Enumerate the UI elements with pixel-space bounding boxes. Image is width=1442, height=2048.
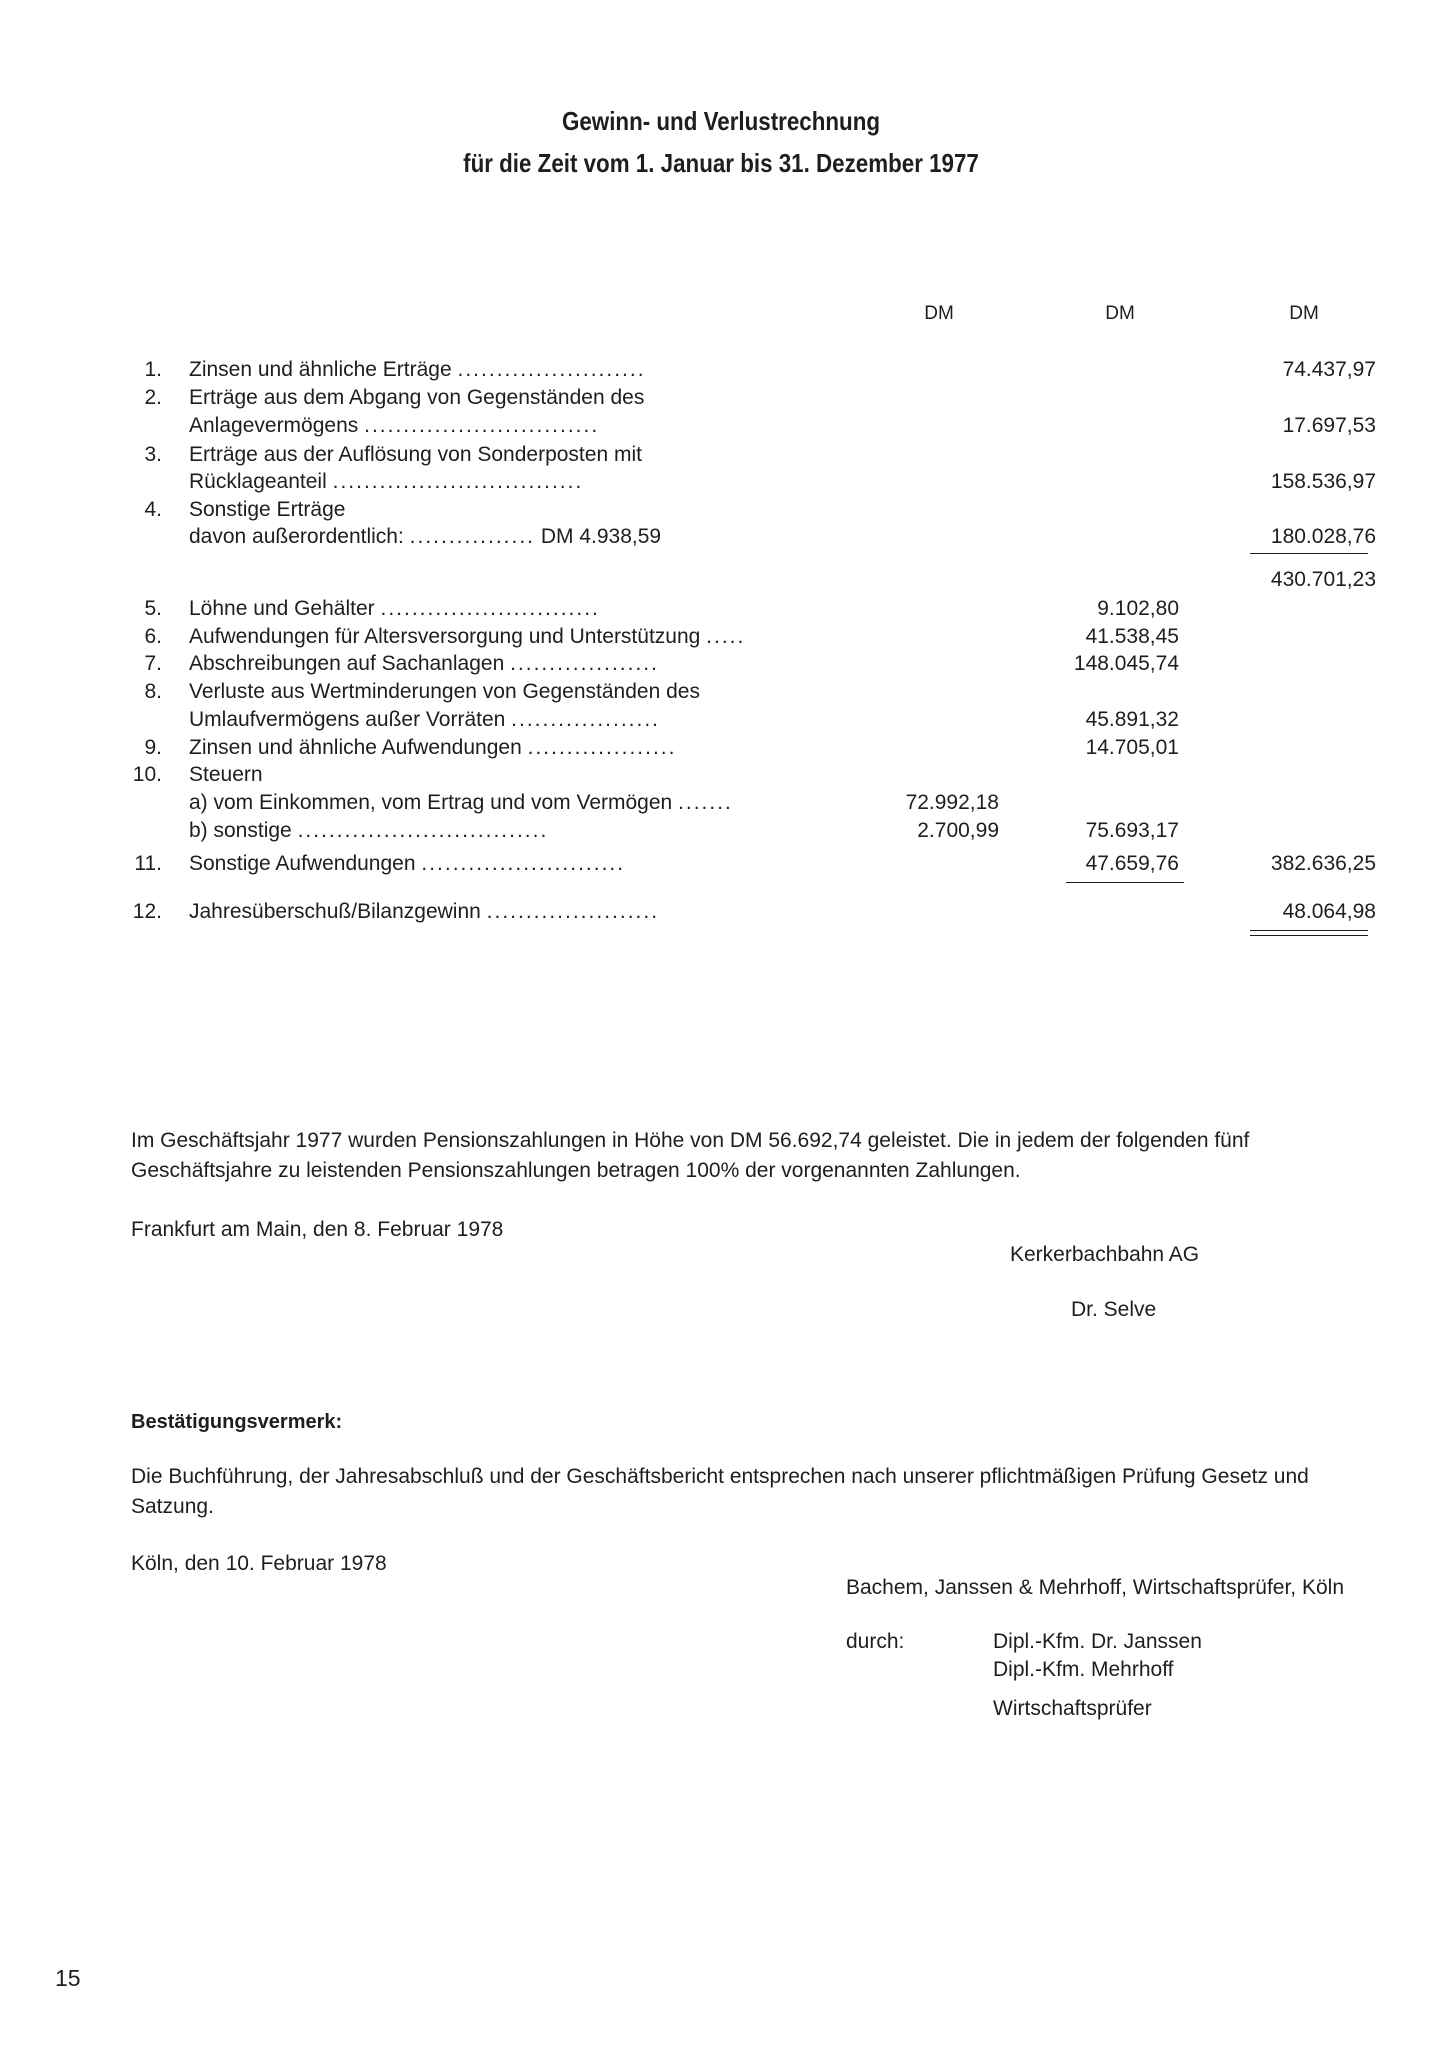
- item-label: Aufwendungen für Altersversorgung und Unterstützung .....: [189, 625, 746, 648]
- item-number: 1.: [144, 358, 162, 381]
- item-sublabel-a: a) vom Einkommen, vom Ertrag und vom Vermögen .......: [189, 791, 733, 814]
- item-label-continued: Anlagevermögens ..............................: [189, 414, 600, 437]
- amount: 41.538,45: [1085, 625, 1179, 648]
- column-header-1: DM: [924, 303, 954, 324]
- item-number: 8.: [144, 680, 162, 703]
- amount: 180.028,76: [1270, 525, 1376, 548]
- audit-heading: Bestätigungsvermerk:: [131, 1411, 343, 1433]
- amount: 72.992,18: [905, 791, 999, 814]
- item-label: Zinsen und ähnliche Erträge ........................: [189, 358, 646, 381]
- net-profit: 48.064,98: [1282, 900, 1376, 923]
- item-label: Verluste aus Wertminderungen von Gegenständen des: [189, 680, 700, 703]
- column-header-2: DM: [1105, 303, 1135, 324]
- item-label: Erträge aus dem Abgang von Gegenständen des: [189, 386, 645, 409]
- amount: 45.891,32: [1085, 708, 1179, 731]
- column-header-3: DM: [1289, 303, 1319, 324]
- expenses-total: 382.636,25: [1270, 852, 1376, 875]
- amount: 17.697,53: [1282, 414, 1376, 437]
- auditor-title: Wirtschaftsprüfer: [993, 1697, 1152, 1720]
- audit-by-label: durch:: [846, 1630, 905, 1653]
- item-number: 12.: [132, 900, 162, 923]
- amount: 2.700,99: [917, 819, 999, 842]
- item-label-continued: Rücklageanteil ................................: [189, 470, 584, 493]
- income-total: 430.701,23: [1270, 568, 1376, 591]
- audit-text: Die Buchführung, der Jahresabschluß und der Geschäftsbericht entsprechen nach unserer pflichtmäßigen Prüfung Gesetz und Satzung.: [131, 1465, 1309, 1518]
- auditor-name: Dipl.-Kfm. Dr. Janssen: [993, 1630, 1202, 1653]
- subtotal-rule: [1250, 553, 1368, 554]
- item-number: 9.: [144, 736, 162, 759]
- double-rule-bottom: [1250, 935, 1368, 936]
- item-label-continued: Umlaufvermögens außer Vorräten ...................: [189, 708, 661, 731]
- page-number: 15: [55, 1965, 81, 1991]
- item-label: Zinsen und ähnliche Aufwendungen ...................: [189, 736, 677, 759]
- item-label: Abschreibungen auf Sachanlagen ...................: [189, 652, 659, 675]
- item-number: 5.: [144, 597, 162, 620]
- double-rule-top: [1250, 930, 1368, 931]
- item-label: Erträge aus der Auflösung von Sonderposten mit: [189, 443, 642, 466]
- amount: 158.536,97: [1270, 470, 1376, 493]
- item-label: Löhne und Gehälter ............................: [189, 597, 600, 620]
- item-label: Sonstige Aufwendungen ..........................: [189, 852, 626, 875]
- item-number: 10.: [132, 763, 162, 786]
- company-name: Kerkerbachbahn AG: [1010, 1243, 1200, 1266]
- item-sublabel-b: b) sonstige ................................: [189, 819, 549, 842]
- signer-name: Dr. Selve: [1071, 1298, 1157, 1321]
- amount: 74.437,97: [1282, 358, 1376, 381]
- amount: 14.705,01: [1085, 736, 1179, 759]
- item-number: 7.: [144, 652, 162, 675]
- item-label: Sonstige Erträge: [189, 498, 346, 521]
- item-number: 3.: [144, 443, 162, 466]
- pension-note: Im Geschäftsjahr 1977 wurden Pensionszahlungen in Höhe von DM 56.692,74 geleistet. Die in jedem der folgenden fünf Geschäftsjahre zu leistenden Pensionszahlungen betragen 100% der vorgenannten Zahlungen.: [131, 1129, 1250, 1182]
- auditor-name: Dipl.-Kfm. Mehrhoff: [993, 1658, 1174, 1681]
- subtotal-rule: [1066, 882, 1184, 883]
- amount: 75.693,17: [1085, 819, 1179, 842]
- item-label: Steuern: [189, 763, 263, 786]
- page-subtitle: für die Zeit vom 1. Januar bis 31. Dezember 1977: [463, 148, 979, 178]
- amount: 9.102,80: [1097, 597, 1179, 620]
- amount: 47.659,76: [1085, 852, 1179, 875]
- place-date: Frankfurt am Main, den 8. Februar 1978: [131, 1218, 504, 1241]
- item-number: 11.: [134, 852, 162, 875]
- item-label-continued: davon außerordentlich: ................ DM 4.938,59: [189, 525, 662, 548]
- item-label: Jahresüberschuß/Bilanzgewinn ......................: [189, 900, 660, 923]
- audit-firm: Bachem, Janssen & Mehrhoff, Wirtschaftsprüfer, Köln: [846, 1576, 1345, 1599]
- item-number: 6.: [144, 625, 162, 648]
- extraordinary-amount: DM 4.938,59: [540, 525, 662, 548]
- audit-place-date: Köln, den 10. Februar 1978: [131, 1552, 387, 1575]
- item-number: 2.: [144, 386, 162, 409]
- item-number: 4.: [144, 498, 162, 521]
- amount: 148.045,74: [1073, 652, 1179, 675]
- page-title: Gewinn- und Verlustrechnung: [561, 106, 881, 136]
